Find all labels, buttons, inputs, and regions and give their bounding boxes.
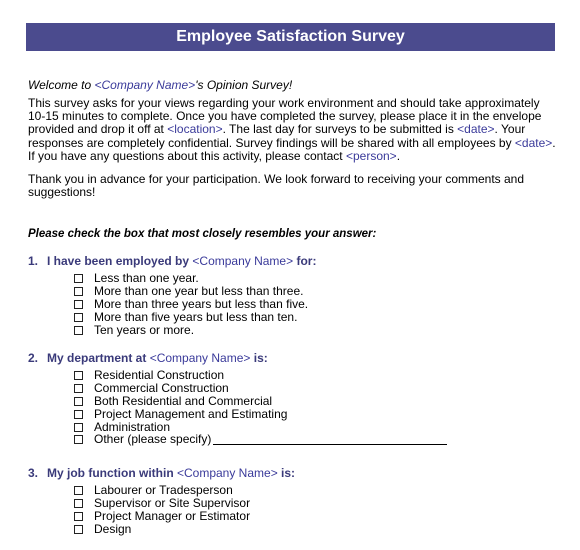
option-label: Ten years or more. bbox=[94, 322, 195, 337]
welcome-prefix: Welcome to bbox=[28, 78, 95, 92]
intro-text: . bbox=[396, 148, 401, 163]
option-item bbox=[74, 285, 308, 298]
option-label: Commercial Construction bbox=[94, 380, 229, 395]
question-1-heading bbox=[28, 254, 316, 268]
option-label: Other (please specify) bbox=[94, 432, 212, 447]
question-2-options bbox=[74, 369, 447, 446]
checkbox[interactable] bbox=[74, 410, 83, 419]
option-label: Administration bbox=[94, 419, 171, 434]
option-item bbox=[74, 324, 308, 337]
checkbox[interactable] bbox=[74, 397, 83, 406]
person-placeholder: <person> bbox=[345, 148, 397, 163]
option-item bbox=[74, 408, 447, 421]
option-label: Design bbox=[94, 521, 132, 536]
question-prefix: My job function within bbox=[47, 466, 177, 480]
company-placeholder: <Company Name> bbox=[192, 254, 294, 268]
checkbox[interactable] bbox=[74, 371, 83, 380]
checkbox[interactable] bbox=[74, 512, 83, 521]
option-item bbox=[74, 311, 308, 324]
checkbox[interactable] bbox=[74, 274, 83, 283]
checkbox[interactable] bbox=[74, 287, 83, 296]
company-placeholder: <Company Name> bbox=[176, 466, 278, 480]
option-item bbox=[74, 369, 447, 382]
question-2-heading bbox=[28, 351, 268, 365]
question-1-options bbox=[74, 272, 308, 336]
question-suffix: is: bbox=[277, 466, 296, 480]
date-placeholder: <date> bbox=[514, 135, 553, 150]
question-number: 2. bbox=[28, 351, 39, 365]
option-label: More than three years but less than five. bbox=[94, 296, 309, 311]
question-3-options bbox=[74, 484, 250, 536]
option-label: Supervisor or Site Supervisor bbox=[94, 495, 251, 510]
date-placeholder: <date> bbox=[457, 122, 495, 137]
location-placeholder: <location> bbox=[167, 122, 223, 137]
survey-title-banner bbox=[26, 23, 555, 51]
option-item bbox=[74, 484, 250, 497]
option-label: More than five years but less than ten. bbox=[94, 309, 298, 324]
checkbox[interactable] bbox=[74, 525, 83, 534]
option-item bbox=[74, 497, 250, 510]
option-item bbox=[74, 272, 308, 285]
question-prefix: I have been employed by bbox=[47, 254, 193, 268]
checkbox[interactable] bbox=[74, 423, 83, 432]
option-item bbox=[74, 510, 250, 523]
intro-text: . Your responses are completely confidential. Survey findings will be shared with all employees by bbox=[28, 122, 526, 150]
option-label: Project Management and Estimating bbox=[94, 406, 288, 421]
company-placeholder: <Company Name> bbox=[94, 78, 196, 92]
option-label: Labourer or Tradesperson bbox=[94, 483, 233, 497]
company-placeholder: <Company Name> bbox=[149, 351, 251, 365]
specify-blank-line[interactable] bbox=[213, 434, 447, 445]
intro-text: . The last day for surveys to be submitted is bbox=[222, 122, 458, 137]
thanks-paragraph: Thank you in advance for your participation. We look forward to receiving your comments and suggestions! bbox=[28, 172, 525, 200]
intro-text: . If you have any questions about this activity, please contact bbox=[28, 135, 556, 163]
intro-text: This survey asks for your views regarding your work environment and should take approximately 10-15 minutes to complete. Once you have completed the survey, please place it in the envelope provided and drop it off at bbox=[28, 96, 542, 137]
question-3-heading bbox=[28, 466, 295, 480]
option-label: Project Manager or Estimator bbox=[94, 508, 251, 523]
intro-paragraph bbox=[28, 97, 556, 163]
checkbox[interactable] bbox=[74, 384, 83, 393]
question-number: 1. bbox=[28, 254, 39, 268]
option-item bbox=[74, 433, 447, 446]
question-suffix: for: bbox=[293, 254, 317, 268]
question-number: 3. bbox=[28, 466, 39, 480]
checkbox[interactable] bbox=[74, 499, 83, 508]
option-item bbox=[74, 382, 447, 395]
checkbox[interactable] bbox=[74, 435, 83, 444]
option-label: Both Residential and Commercial bbox=[94, 393, 273, 408]
checkbox[interactable] bbox=[74, 300, 83, 309]
option-label: Residential Construction bbox=[94, 368, 225, 382]
checkbox[interactable] bbox=[74, 486, 83, 495]
option-item bbox=[74, 298, 308, 311]
welcome-suffix: 's Opinion Survey! bbox=[195, 78, 293, 92]
question-prefix: My department at bbox=[47, 351, 150, 365]
welcome-line bbox=[28, 78, 292, 92]
option-label: Less than one year. bbox=[94, 271, 199, 285]
survey-title: Employee Satisfaction Survey bbox=[176, 28, 405, 45]
checkbox[interactable] bbox=[74, 313, 83, 322]
checkbox[interactable] bbox=[74, 326, 83, 335]
question-suffix: is: bbox=[250, 351, 268, 365]
instruction-text: Please check the box that most closely resembles your answer: bbox=[28, 228, 377, 240]
option-item bbox=[74, 523, 250, 536]
option-item bbox=[74, 395, 447, 408]
option-label: More than one year but less than three. bbox=[94, 283, 304, 298]
